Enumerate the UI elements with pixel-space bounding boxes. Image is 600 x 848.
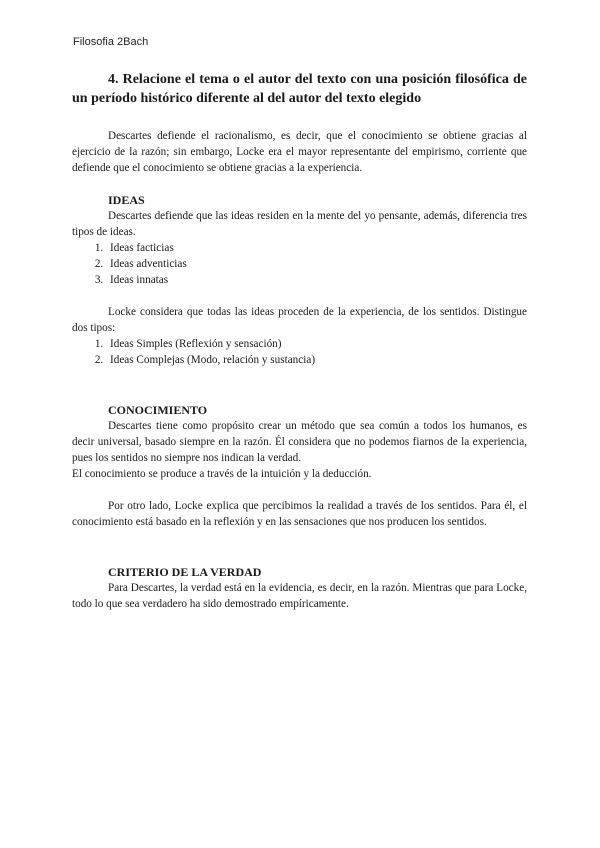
conocimiento-locke-paragraph: Por otro lado, Locke explica que percibimos la realidad a través de los sentidos. Para él, el conocimiento está basado en la reflexión y en las sensaciones que nos producen los sentidos. — [72, 500, 527, 528]
list-item: 2. Ideas adventicias — [106, 256, 527, 272]
list-item: 1. Ideas facticias — [106, 240, 527, 256]
verdad-heading: CRITERIO DE LA VERDAD — [108, 565, 262, 579]
conocimiento-descartes-paragraph: Descartes tiene como propósito crear un método que sea común a todos los humanos, es decir universal, basado siempre en la razón. Él considera que no podemos fiarnos de la experiencia, pues los sentidos no siempre nos indican la verdad. — [72, 420, 527, 464]
ideas-heading: IDEAS — [108, 193, 145, 207]
question-title: 4. Relacione el tema o el autor del texto con una posición filosófica de un período histórico diferente al del autor del texto elegido — [72, 72, 527, 106]
list-item: 2. Ideas Complejas (Modo, relación y sustancia) — [106, 352, 527, 368]
intro-paragraph: Descartes defiende el racionalismo, es decir, que el conocimiento se obtiene gracias al ejercicio de la razón; sin embargo, Locke era el mayor representante del empirismo, corriente que defiende que el conocimiento se obtiene gracias a la experiencia. — [72, 130, 527, 174]
document-body — [72, 70, 527, 612]
list-item: 3. Ideas innatas — [106, 272, 527, 288]
ideas-locke-paragraph: Locke considera que todas las ideas proceden de la experiencia, de los sentidos. Distingue dos tipos: — [72, 306, 527, 334]
page-header: Filosofia 2Bach — [73, 36, 149, 48]
ideas-descartes-paragraph: Descartes defiende que las ideas residen en la mente del yo pensante, además, diferencia tres tipos de ideas. — [72, 210, 527, 238]
conocimiento-heading: CONOCIMIENTO — [108, 403, 208, 417]
descartes-ideas-list — [72, 240, 527, 288]
locke-ideas-list — [72, 336, 527, 368]
list-item: 1. Ideas Simples (Reflexión y sensación) — [106, 336, 527, 352]
verdad-paragraph: Para Descartes, la verdad está en la evidencia, es decir, en la razón. Mientras que para Locke, todo lo que sea verdadero ha sido demostrado empíricamente. — [72, 582, 527, 610]
conocimiento-descartes-line: El conocimiento se produce a través de la intuición y la deducción. — [72, 468, 372, 480]
